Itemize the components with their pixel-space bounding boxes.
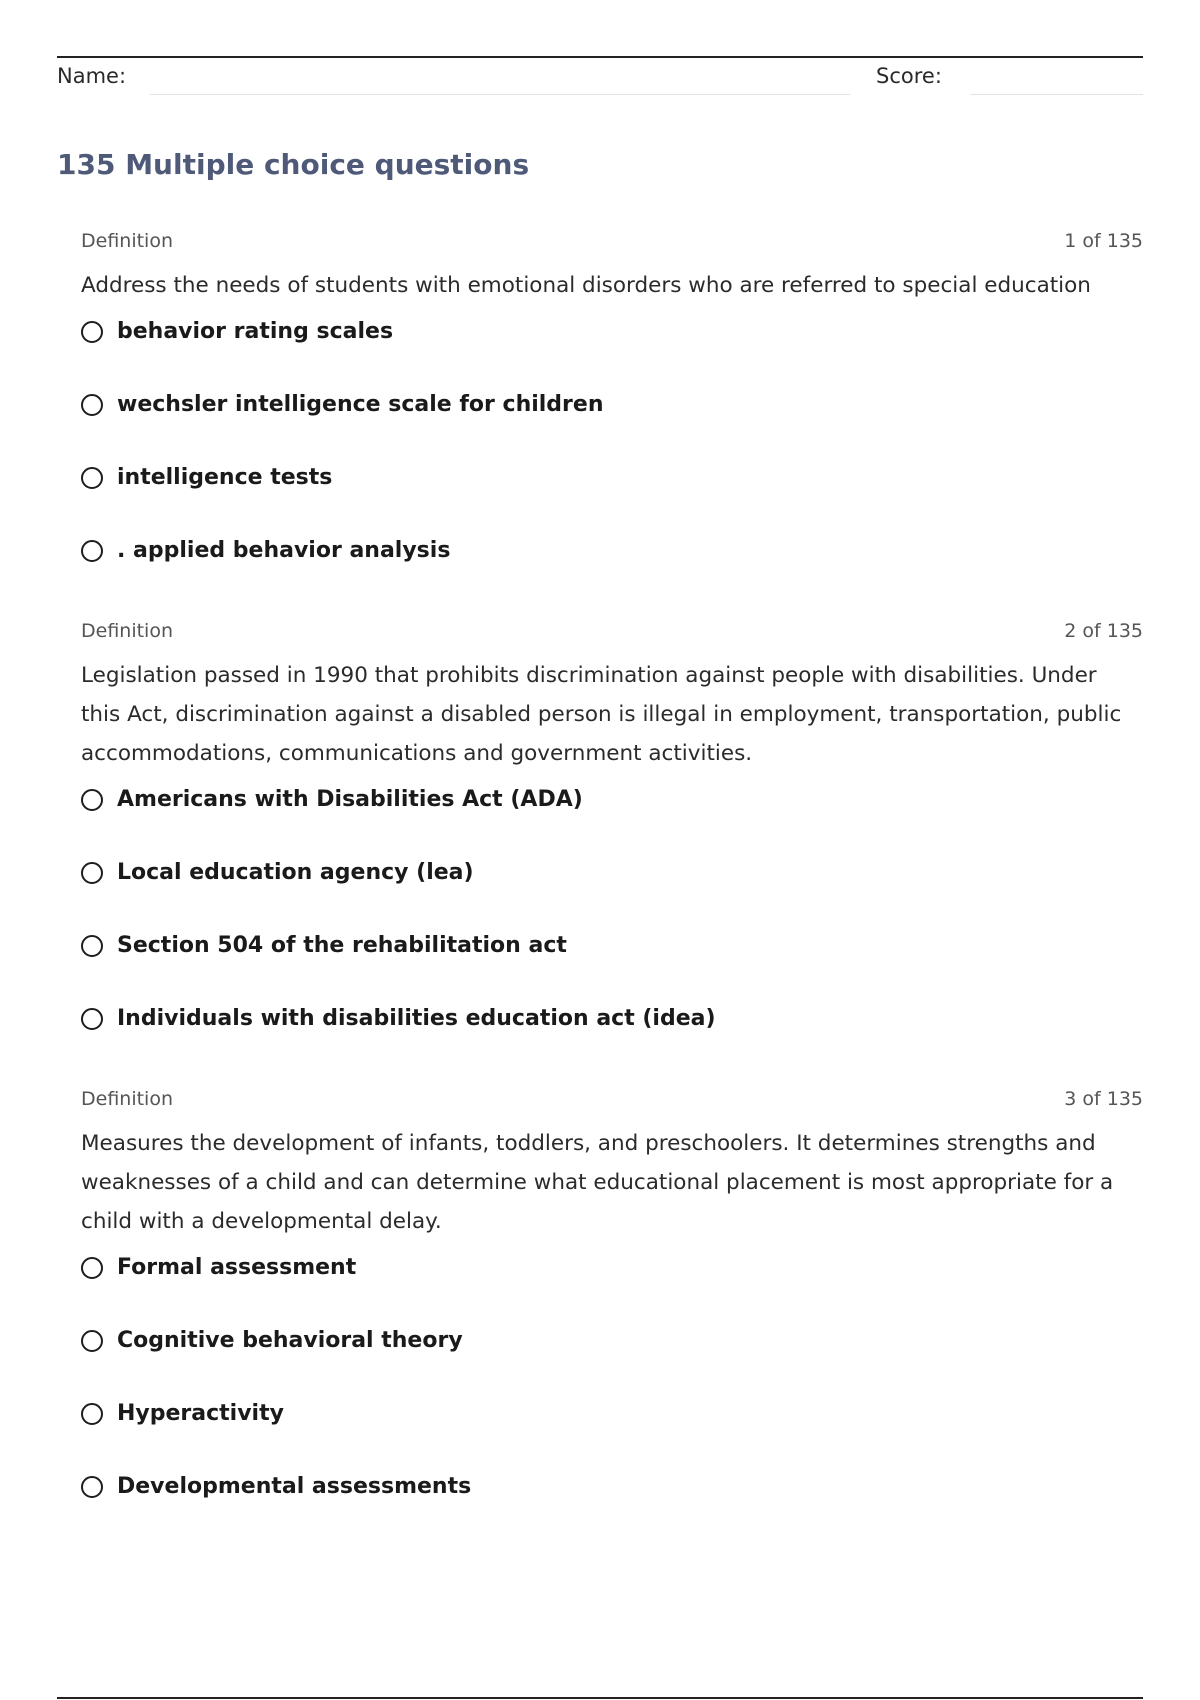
answer-option[interactable] xyxy=(81,1397,1143,1470)
answer-options xyxy=(81,315,1143,607)
option-label: Local education agency (lea) xyxy=(117,860,474,885)
question-3 xyxy=(81,1088,1143,1543)
radio-button-icon[interactable] xyxy=(81,935,103,957)
answer-option[interactable] xyxy=(81,534,1143,607)
answer-option[interactable] xyxy=(81,1324,1143,1397)
question-type: Definition xyxy=(81,1088,174,1110)
answer-option[interactable] xyxy=(81,315,1143,388)
score-label: Score: xyxy=(876,64,942,88)
answer-option[interactable] xyxy=(81,929,1143,1002)
question-text: Measures the development of infants, toddlers, and preschoolers. It determines strengths and weaknesses of a child and can determine what educational placement is most appropriate for a child with a developmental delay. xyxy=(81,1131,1114,1234)
section-title: 135 Multiple choice questions xyxy=(57,148,530,181)
option-label: Hyperactivity xyxy=(117,1401,284,1426)
option-label: Developmental assessments xyxy=(117,1474,472,1499)
option-label: . applied behavior analysis xyxy=(117,538,451,563)
option-label: Formal assessment xyxy=(117,1255,357,1280)
bottom-divider xyxy=(57,1697,1143,1699)
worksheet-header xyxy=(57,62,1143,98)
name-label: Name: xyxy=(57,64,127,88)
radio-button-icon[interactable] xyxy=(81,321,103,343)
radio-button-icon[interactable] xyxy=(81,789,103,811)
option-label: behavior rating scales xyxy=(117,319,394,344)
question-text: Legislation passed in 1990 that prohibits discrimination against people with disabilities. Under this Act, discrimination against a disabled person is illegal in employment, transportation, public accommodations, communications and government activities. xyxy=(81,663,1122,766)
question-number: 1 of 135 xyxy=(1064,230,1143,252)
answer-option[interactable] xyxy=(81,783,1143,856)
answer-options xyxy=(81,1251,1143,1543)
question-type: Definition xyxy=(81,620,174,642)
option-label: intelligence tests xyxy=(117,465,333,490)
option-label: Americans with Disabilities Act (ADA) xyxy=(117,787,583,812)
question-text: Address the needs of students with emotional disorders who are referred to special education xyxy=(81,273,1091,298)
question-number: 3 of 135 xyxy=(1064,1088,1143,1110)
radio-button-icon[interactable] xyxy=(81,540,103,562)
answer-option[interactable] xyxy=(81,1470,1143,1543)
answer-option[interactable] xyxy=(81,388,1143,461)
top-divider xyxy=(57,56,1143,58)
worksheet-page xyxy=(57,0,1143,1700)
answer-options xyxy=(81,783,1143,1075)
answer-option[interactable] xyxy=(81,1002,1143,1075)
option-label: Section 504 of the rehabilitation act xyxy=(117,933,567,958)
radio-button-icon[interactable] xyxy=(81,1257,103,1279)
radio-button-icon[interactable] xyxy=(81,1403,103,1425)
option-label: Individuals with disabilities education act (idea) xyxy=(117,1006,716,1031)
answer-option[interactable] xyxy=(81,461,1143,534)
answer-option[interactable] xyxy=(81,1251,1143,1324)
question-2 xyxy=(81,620,1143,1075)
radio-button-icon[interactable] xyxy=(81,1008,103,1030)
question-1 xyxy=(81,230,1143,607)
option-label: wechsler intelligence scale for children xyxy=(117,392,604,417)
radio-button-icon[interactable] xyxy=(81,467,103,489)
answer-option[interactable] xyxy=(81,856,1143,929)
question-number: 2 of 135 xyxy=(1064,620,1143,642)
option-label: Cognitive behavioral theory xyxy=(117,1328,463,1353)
score-field[interactable] xyxy=(970,94,1143,95)
radio-button-icon[interactable] xyxy=(81,862,103,884)
radio-button-icon[interactable] xyxy=(81,1330,103,1352)
radio-button-icon[interactable] xyxy=(81,1476,103,1498)
name-field[interactable] xyxy=(150,94,850,95)
question-type: Definition xyxy=(81,230,174,252)
radio-button-icon[interactable] xyxy=(81,394,103,416)
